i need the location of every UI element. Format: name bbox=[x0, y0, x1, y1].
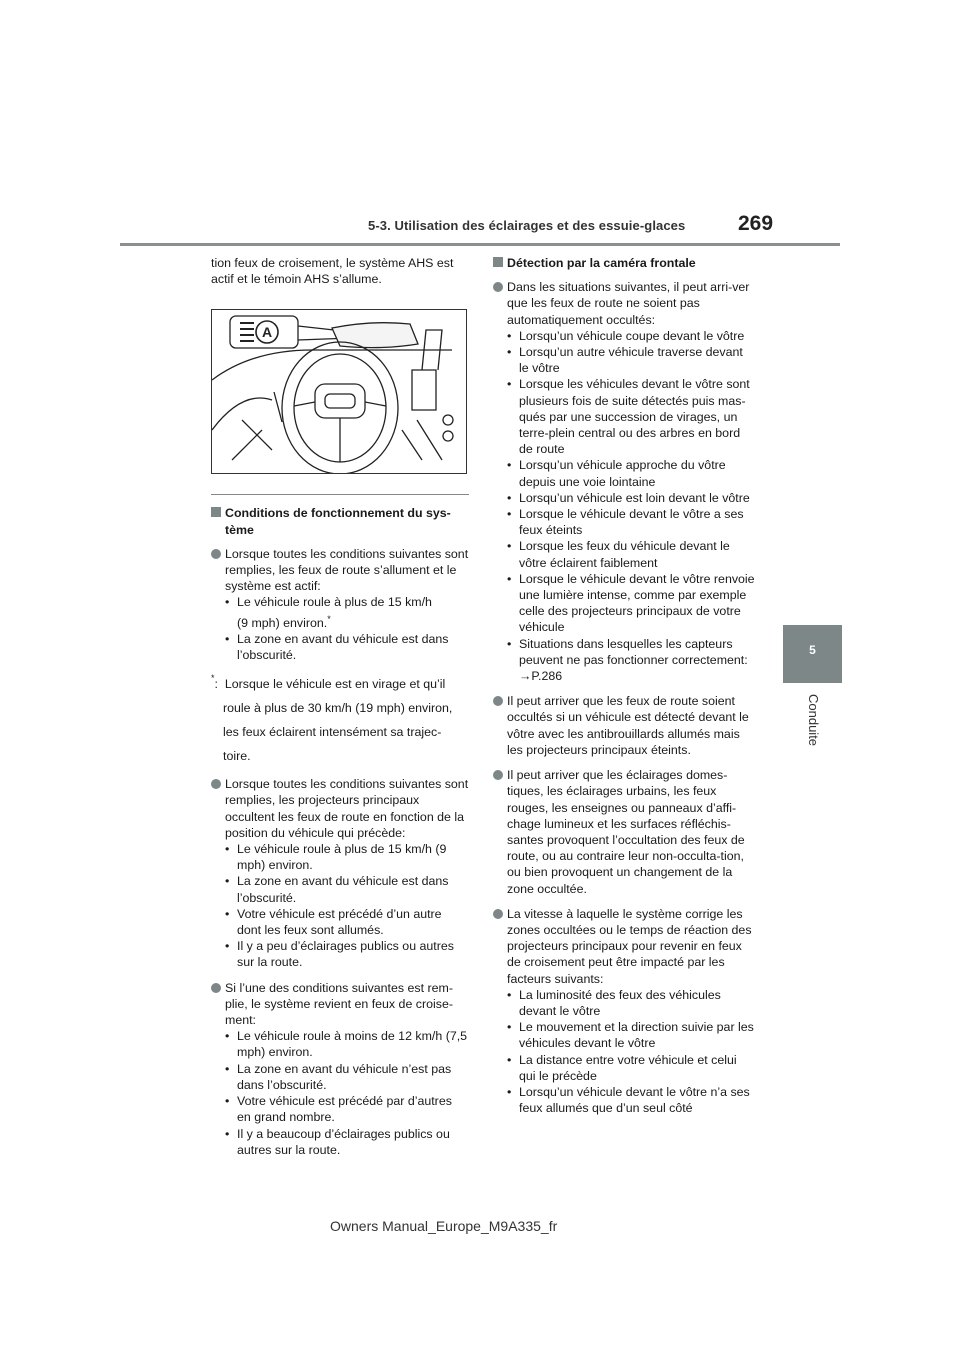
item-text: Si l’une des conditions suivantes est rem-plie, le système revient en feux de croise-ment: bbox=[225, 980, 453, 1028]
bullet-line: • Le véhicule roule à plus de 15 km/h (9 mph) environ. bbox=[225, 841, 469, 873]
list-item bbox=[211, 546, 469, 663]
header-rule bbox=[120, 243, 840, 246]
circle-bullet-icon bbox=[211, 983, 221, 993]
circle-bullet-icon bbox=[211, 549, 221, 559]
bullet-line: • Lorsque le véhicule devant le vôtre renvoie une lumière intense, comme par exemple celle des projecteurs principaux de votre véhicule bbox=[507, 571, 755, 636]
section-divider bbox=[211, 494, 469, 495]
circle-bullet-icon bbox=[493, 770, 503, 780]
list-item bbox=[211, 776, 469, 970]
list-item bbox=[493, 906, 755, 1117]
circle-bullet-icon bbox=[493, 282, 503, 292]
section-title: 5-3. Utilisation des éclairages et des essuie-glaces bbox=[368, 218, 686, 233]
bullet-line: • La luminosité des feux des véhicules devant le vôtre bbox=[507, 987, 755, 1019]
footnote-mark: * bbox=[327, 613, 331, 624]
bullet-line: • Il y a beaucoup d’éclairages publics ou autres sur la route. bbox=[225, 1126, 469, 1158]
bullet-line: • Votre véhicule est précédé d’un autre dont les feux sont allumés. bbox=[225, 906, 469, 938]
list-item bbox=[493, 279, 755, 684]
list-item bbox=[493, 693, 755, 758]
chapter-number: 5 bbox=[809, 643, 816, 657]
ahs-indicator-icon: A bbox=[261, 324, 273, 341]
bullet-line: • Lorsqu’un autre véhicule traverse devant le vôtre bbox=[507, 344, 755, 376]
bullet-line: • Lorsqu’un véhicule approche du vôtre depuis une voie lointaine bbox=[507, 457, 755, 489]
left-column bbox=[211, 255, 469, 1167]
chapter-label: Conduite bbox=[806, 694, 821, 747]
bullet-line: • Lorsqu’un véhicule coupe devant le vôtre bbox=[507, 328, 755, 344]
circle-bullet-icon bbox=[493, 696, 503, 706]
item-text: Lorsque toutes les conditions suivantes sont remplies, les feux de route s’allument et le système est actif: bbox=[225, 546, 469, 594]
item-text: La vitesse à laquelle le système corrige les zones occultées ou le temps de réaction des projecteurs principaux pour revenir en feux de croisement peut être impacté par les facteurs suivants: bbox=[507, 906, 752, 986]
page-number: 269 bbox=[738, 212, 774, 235]
circle-bullet-icon bbox=[211, 779, 221, 789]
bullet-line: • La distance entre votre véhicule et celui qui le précède bbox=[507, 1052, 755, 1084]
circle-bullet-icon bbox=[493, 909, 503, 919]
bullet-line: • Situations dans lesquelles les capteurs peuvent ne pas fonctionner correctement: bbox=[507, 636, 755, 668]
bullet-line: • La zone en avant du véhicule est dans l’obscurité. bbox=[225, 631, 469, 663]
square-bullet-icon bbox=[211, 507, 221, 517]
bullet-line: • Lorsque le véhicule devant le vôtre a ses feux éteints bbox=[507, 506, 755, 538]
bullet-line: • Lorsqu’un véhicule devant le vôtre n’a ses feux allumés que d’un seul côté bbox=[507, 1084, 755, 1116]
item-text: Dans les situations suivantes, il peut arri-ver que les feux de route ne soient pas automatiquement occultés: bbox=[507, 280, 750, 327]
manual-footer: Owners Manual_Europe_M9A335_fr bbox=[330, 1218, 558, 1234]
bullet-line: • Il y a peu d’éclairages publics ou autres sur la route. bbox=[225, 938, 469, 970]
page-reference-link[interactable]: →P.286 bbox=[519, 669, 563, 684]
bullet-line: • Le mouvement et la direction suivie par les véhicules devant le vôtre bbox=[507, 1019, 755, 1051]
bullet-line: • Lorsque les véhicules devant le vôtre sont plusieurs fois de suite détectés puis mas-qués par une succession de virages, un terre-plein central ou des arbres en bord de route bbox=[507, 376, 755, 457]
bullet-line: • La zone en avant du véhicule n’est pas dans l’obscurité. bbox=[225, 1061, 469, 1093]
bullet-continuation: (9 mph) environ.* bbox=[237, 613, 331, 630]
steering-wheel-illustration bbox=[212, 310, 466, 473]
item-text: Il peut arriver que les feux de route soient occultés si un véhicule est détecté devant le vôtre avec les antibrouillards allumés mais les projecteurs principaux éteints. bbox=[507, 694, 749, 757]
right-column bbox=[493, 255, 755, 1125]
bullet-line: • Le véhicule roule à plus de 15 km/h bbox=[225, 594, 469, 610]
intro-text: tion feux de croisement, le système AHS est actif et le témoin AHS s’allume. bbox=[211, 256, 454, 287]
footnote: *: Lorsque le véhicule est en virage et qu’il roule à plus de 30 km/h (19 mph) environ, les feux éclairent intensément sa trajec- toire. bbox=[211, 673, 453, 764]
square-bullet-icon bbox=[493, 257, 503, 267]
bullet-line: • Votre véhicule est précédé par d’autres en grand nombre. bbox=[225, 1093, 469, 1125]
dashboard-figure bbox=[211, 309, 467, 474]
section-heading: Détection par la caméra frontale bbox=[493, 255, 755, 271]
item-text: Il peut arriver que les éclairages domes-tiques, les éclairages urbains, les feux rouges, les enseignes ou panneaux d’affi-chage lumineux et les surfaces réfléchis-santes provoquent l’occultation des feux de route, ou au contraire leur non-occulta-tion, ou bien provoquent un changement de la zone occultée. bbox=[507, 768, 745, 896]
item-text: Lorsque toutes les conditions suivantes sont remplies, les projecteurs principaux occultent les feux de route en fonction de la position du véhicule qui précède: bbox=[225, 777, 469, 840]
bullet-line: • Lorsque les feux du véhicule devant le vôtre éclairent faiblement bbox=[507, 538, 755, 570]
bullet-line: • La zone en avant du véhicule est dans l’obscurité. bbox=[225, 873, 469, 905]
bullet-line: • Le véhicule roule à moins de 12 km/h (7,5 mph) environ. bbox=[225, 1028, 469, 1060]
list-item bbox=[493, 767, 755, 897]
section-heading: Conditions de fonctionnement du sys-tème bbox=[211, 505, 469, 537]
bullet-line: • Lorsqu’un véhicule est loin devant le vôtre bbox=[507, 490, 755, 506]
list-item bbox=[211, 980, 469, 1158]
